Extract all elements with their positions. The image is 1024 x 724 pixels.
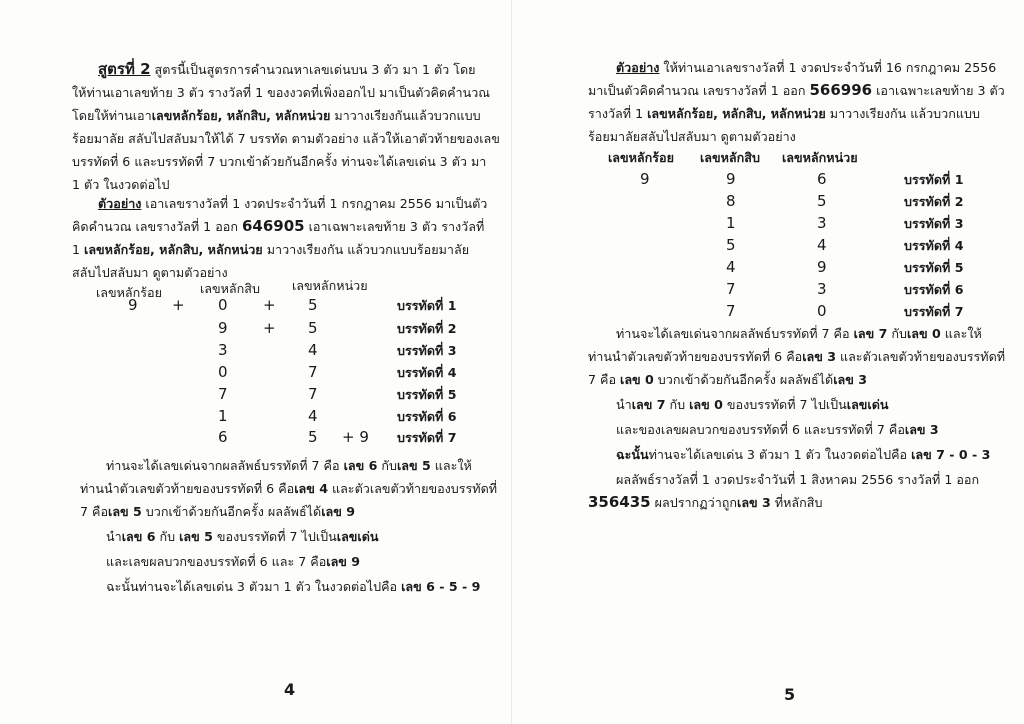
right-result-line-2b: เลข 3 bbox=[802, 349, 836, 364]
left-header-units: เลขหลักหน่วย bbox=[292, 278, 368, 293]
right-example-label: ตัวอย่าง bbox=[616, 60, 660, 75]
right-result-line-6c: เลข 7 - 0 - 3 bbox=[911, 447, 991, 462]
left-result-line-4c: กับ bbox=[155, 529, 180, 544]
intro-line-2: ให้ท่านเอาเลขท้าย 3 ตัว รางวัลที่ 1 ของงวดที่เพิ่งออกไป มาเป็นตัวคิดคำนวณ bbox=[72, 85, 490, 100]
right-result-line-1d: เลข 0 bbox=[906, 326, 941, 341]
right-result-line-1b: เลข 7 bbox=[853, 326, 888, 341]
right-result-line-4a: นำ bbox=[616, 397, 632, 412]
left-row-2-op2: + bbox=[263, 319, 276, 337]
right-result-line-8b: ผลปรากฏว่าถูก bbox=[650, 495, 738, 510]
right-example-line-2-pre: มาเป็นตัวคิดคำนวณ เลขรางวัลที่ 1 ออก bbox=[588, 83, 810, 98]
formula-heading: สูตรที่ 2 bbox=[98, 60, 151, 78]
left-result-line-1d: เลข 5 bbox=[396, 458, 431, 473]
left-result bbox=[80, 454, 497, 598]
intro-line-3-bold: เลขหลักร้อย, หลักสิบ, หลักหน่วย bbox=[151, 108, 331, 123]
left-prize-number: 646905 bbox=[241, 217, 305, 235]
right-result-line-2a: ท่านนำตัวเลขตัวท้ายของบรรทัดที่ 6 คือ bbox=[588, 349, 803, 364]
left-row-4-units: 7 bbox=[308, 363, 318, 381]
right-example-line-4: ร้อยมาลัยสลับไปสลับมา ดูตามตัวอย่าง bbox=[588, 129, 796, 144]
right-actual-prize-number: 356435 bbox=[588, 493, 651, 511]
right-result-line-4d: เลข 0 bbox=[689, 397, 723, 412]
left-row-5-units: 7 bbox=[308, 385, 318, 403]
left-row-3-tens: 3 bbox=[218, 341, 228, 359]
right-page-number: 5 bbox=[784, 685, 796, 704]
left-result-line-2b: เลข 4 bbox=[294, 481, 328, 496]
left-result-line-1b: เลข 6 bbox=[343, 458, 378, 473]
right-result-line-3b: เลข 0 bbox=[620, 372, 654, 387]
right-result-line-4c: กับ bbox=[665, 397, 690, 412]
right-result-line-6a: ฉะนั้น bbox=[616, 447, 649, 462]
left-example-label: ตัวอย่าง bbox=[98, 196, 142, 211]
right-page bbox=[512, 0, 1024, 724]
formula-intro bbox=[72, 58, 500, 196]
left-result-line-5b: เลข 9 bbox=[326, 554, 361, 569]
right-example-line-3-bold: เลขหลักร้อย, หลักสิบ, หลักหน่วย bbox=[647, 106, 826, 121]
intro-line-3-pre: โดยให้ท่านเอา bbox=[72, 108, 152, 123]
left-row-1-units: 5 bbox=[308, 296, 318, 314]
right-row-7-units: 0 bbox=[817, 302, 827, 320]
left-result-line-4b: เลข 6 bbox=[121, 529, 156, 544]
left-row-1-op2: + bbox=[263, 296, 276, 314]
left-result-line-4d: เลข 5 bbox=[179, 529, 213, 544]
right-row-1-label: บรรทัดที่ 1 bbox=[904, 172, 964, 187]
left-example-line-4: สลับไปสลับมา ดูตามตัวอย่าง bbox=[72, 265, 228, 280]
left-example-line-3-pre: 1 bbox=[72, 242, 85, 257]
left-example bbox=[72, 192, 487, 284]
right-row-6-units: 3 bbox=[817, 280, 827, 298]
left-result-line-4e: ของบรรทัดที่ 7 ไปเป็น bbox=[212, 529, 337, 544]
left-row-7-units: 5 bbox=[308, 428, 318, 446]
right-row-5-label: บรรทัดที่ 5 bbox=[904, 260, 964, 275]
left-row-4-label: บรรทัดที่ 4 bbox=[397, 365, 457, 380]
right-row-7-label: บรรทัดที่ 7 bbox=[904, 304, 964, 319]
right-row-5-tens: 4 bbox=[726, 258, 736, 276]
right-row-1-units: 6 bbox=[817, 170, 827, 188]
right-result-line-4e: ของบรรทัดที่ 7 ไปเป็น bbox=[722, 397, 847, 412]
left-page-number: 4 bbox=[284, 680, 296, 699]
right-result-line-6b: ท่านจะได้เลขเด่น 3 ตัวมา 1 ตัว ในงวดต่อไปคือ bbox=[648, 447, 912, 462]
right-header-hundreds: เลขหลักร้อย bbox=[608, 150, 674, 165]
right-row-2-tens: 8 bbox=[726, 192, 736, 210]
right-row-7-tens: 7 bbox=[726, 302, 736, 320]
left-row-3-label: บรรทัดที่ 3 bbox=[397, 343, 457, 358]
right-example bbox=[588, 56, 1005, 148]
left-row-6-units: 4 bbox=[308, 407, 318, 425]
left-result-line-4a: นำ bbox=[106, 529, 122, 544]
left-row-6-label: บรรทัดที่ 6 bbox=[397, 409, 457, 424]
right-row-6-label: บรรทัดที่ 6 bbox=[904, 282, 964, 297]
intro-line-6: 1 ตัว ในงวดต่อไป bbox=[72, 177, 170, 192]
left-result-line-2c: และตัวเลขตัวท้ายของบรรทัดที่ bbox=[327, 481, 498, 496]
right-row-4-label: บรรทัดที่ 4 bbox=[904, 238, 964, 253]
left-header-hundreds: เลขหลักร้อย bbox=[96, 285, 162, 300]
left-result-line-3b: เลข 5 bbox=[108, 504, 142, 519]
right-result-line-3c: บวกเข้าด้วยกันอีกครั้ง ผลลัพธ์ได้ bbox=[653, 372, 834, 387]
right-header-units: เลขหลักหน่วย bbox=[782, 150, 858, 165]
left-row-6-tens: 1 bbox=[218, 407, 228, 425]
left-result-line-2a: ท่านนำตัวเลขตัวท้ายของบรรทัดที่ 6 คือ bbox=[80, 481, 295, 496]
right-example-line-3-pre: รางวัลที่ 1 bbox=[588, 106, 648, 121]
left-row-2-tens: 9 bbox=[218, 319, 228, 337]
right-row-5-units: 9 bbox=[817, 258, 827, 276]
right-row-1-hundreds: 9 bbox=[640, 170, 650, 188]
right-result-line-8d: ที่หลักสิบ bbox=[770, 495, 823, 510]
right-row-6-tens: 7 bbox=[726, 280, 736, 298]
right-row-4-units: 4 bbox=[817, 236, 827, 254]
left-result-line-3d: เลข 9 bbox=[321, 504, 355, 519]
left-row-5-tens: 7 bbox=[218, 385, 228, 403]
left-result-line-1c: กับ bbox=[377, 458, 397, 473]
right-result-line-5a: และของเลขผลบวกของบรรทัดที่ 6 และบรรทัดที่ 7 คือ bbox=[616, 422, 905, 437]
left-result-line-6a: ฉะนั้นท่านจะได้เลขเด่น 3 ตัวมา 1 ตัว ในงวดต่อไปคือ bbox=[106, 579, 402, 594]
left-row-2-label: บรรทัดที่ 2 bbox=[397, 321, 457, 336]
right-example-line-1: ให้ท่านเอาเลขรางวัลที่ 1 งวดประจำวันที่ 16 กรกฎาคม 2556 bbox=[659, 60, 997, 75]
left-row-5-label: บรรทัดที่ 5 bbox=[397, 387, 457, 402]
right-result-line-5b: เลข 3 bbox=[904, 422, 939, 437]
right-row-3-tens: 1 bbox=[726, 214, 736, 232]
left-example-line-1: เอาเลขรางวัลที่ 1 งวดประจำวันที่ 1 กรกฎาคม 2556 มาเป็นตัว bbox=[141, 196, 488, 211]
right-result-line-1a: ท่านจะได้เลขเด่นจากผลลัพธ์บรรทัดที่ 7 คือ bbox=[616, 326, 854, 341]
left-example-line-2-post: เอาเฉพาะเลขท้าย 3 ตัว รางวัลที่ bbox=[304, 219, 485, 234]
left-row-7-extra: + 9 bbox=[342, 428, 369, 446]
right-row-1-tens: 9 bbox=[726, 170, 736, 188]
right-row-3-units: 3 bbox=[817, 214, 827, 232]
right-result-line-2c: และตัวเลขตัวท้ายของบรรทัดที่ bbox=[835, 349, 1006, 364]
intro-line-1: สูตรนี้เป็นสูตรการคำนวณหาเลขเด่นบน 3 ตัว มา 1 ตัว โดย bbox=[154, 62, 476, 77]
left-result-line-3c: บวกเข้าด้วยกันอีกครั้ง ผลลัพธ์ได้ bbox=[141, 504, 322, 519]
intro-line-5: บรรทัดที่ 6 และบรรทัดที่ 7 บวกเข้าด้วยกันอีกครั้ง ท่านจะได้เลขเด่น 3 ตัว มา bbox=[72, 154, 487, 169]
left-header-tens: เลขหลักสิบ bbox=[200, 281, 260, 296]
right-row-4-tens: 5 bbox=[726, 236, 736, 254]
right-header-tens: เลขหลักสิบ bbox=[700, 150, 760, 165]
right-row-3-label: บรรทัดที่ 3 bbox=[904, 216, 964, 231]
left-row-7-label: บรรทัดที่ 7 bbox=[397, 430, 457, 445]
left-result-line-3a: 7 คือ bbox=[80, 504, 109, 519]
left-row-2-units: 5 bbox=[308, 319, 318, 337]
right-row-2-units: 5 bbox=[817, 192, 827, 210]
right-prize-number: 566996 bbox=[809, 81, 873, 99]
left-row-1-label: บรรทัดที่ 1 bbox=[397, 298, 457, 313]
left-row-7-tens: 6 bbox=[218, 428, 228, 446]
right-row-2-label: บรรทัดที่ 2 bbox=[904, 194, 964, 209]
right-result-line-4b: เลข 7 bbox=[631, 397, 666, 412]
right-result bbox=[588, 322, 1005, 514]
left-row-4-tens: 0 bbox=[218, 363, 228, 381]
left-example-line-3-post: มาวางเรียงกัน แล้วบวกแบบร้อยมาลัย bbox=[262, 242, 470, 257]
left-example-line-3-bold: เลขหลักร้อย, หลักสิบ, หลักหน่วย bbox=[84, 242, 263, 257]
left-result-line-1a: ท่านจะได้เลขเด่นจากผลลัพธ์บรรทัดที่ 7 คือ bbox=[106, 458, 344, 473]
intro-line-3-post: มาวางเรียงกันแล้วบวกแบบ bbox=[330, 108, 481, 123]
right-example-line-2-post: เอาเฉพาะเลขท้าย 3 ตัว bbox=[872, 83, 1005, 98]
left-row-1-op1: + bbox=[172, 296, 185, 314]
intro-line-4: ร้อยมาลัย สลับไปสลับมาให้ได้ 7 บรรทัด ตามตัวอย่าง แล้วให้เอาตัวท้ายของเลข bbox=[72, 131, 500, 146]
right-result-line-4f: เลขเด่น bbox=[846, 397, 889, 412]
left-row-1-hundreds: 9 bbox=[128, 296, 138, 314]
left-result-line-6b: เลข 6 - 5 - 9 bbox=[401, 579, 481, 594]
left-result-line-1e: และให้ bbox=[430, 458, 472, 473]
right-result-line-7: ผลลัพธ์รางวัลที่ 1 งวดประจำวันที่ 1 สิงหาคม 2556 รางวัลที่ 1 ออก bbox=[616, 472, 980, 487]
right-result-line-3d: เลข 3 bbox=[833, 372, 867, 387]
left-row-1-tens: 0 bbox=[218, 296, 228, 314]
left-example-line-2-pre: คิดคำนวณ เลขรางวัลที่ 1 ออก bbox=[72, 219, 242, 234]
right-result-line-8c: เลข 3 bbox=[737, 495, 771, 510]
left-result-line-5a: และเลขผลบวกของบรรทัดที่ 6 และ 7 คือ bbox=[106, 554, 327, 569]
right-result-line-3a: 7 คือ bbox=[588, 372, 621, 387]
left-result-line-4f: เลขเด่น bbox=[336, 529, 379, 544]
right-example-line-3-post: มาวางเรียงกัน แล้วบวกแบบ bbox=[825, 106, 980, 121]
right-result-line-1c: กับ bbox=[887, 326, 907, 341]
right-result-line-1e: และให้ bbox=[940, 326, 982, 341]
left-row-3-units: 4 bbox=[308, 341, 318, 359]
